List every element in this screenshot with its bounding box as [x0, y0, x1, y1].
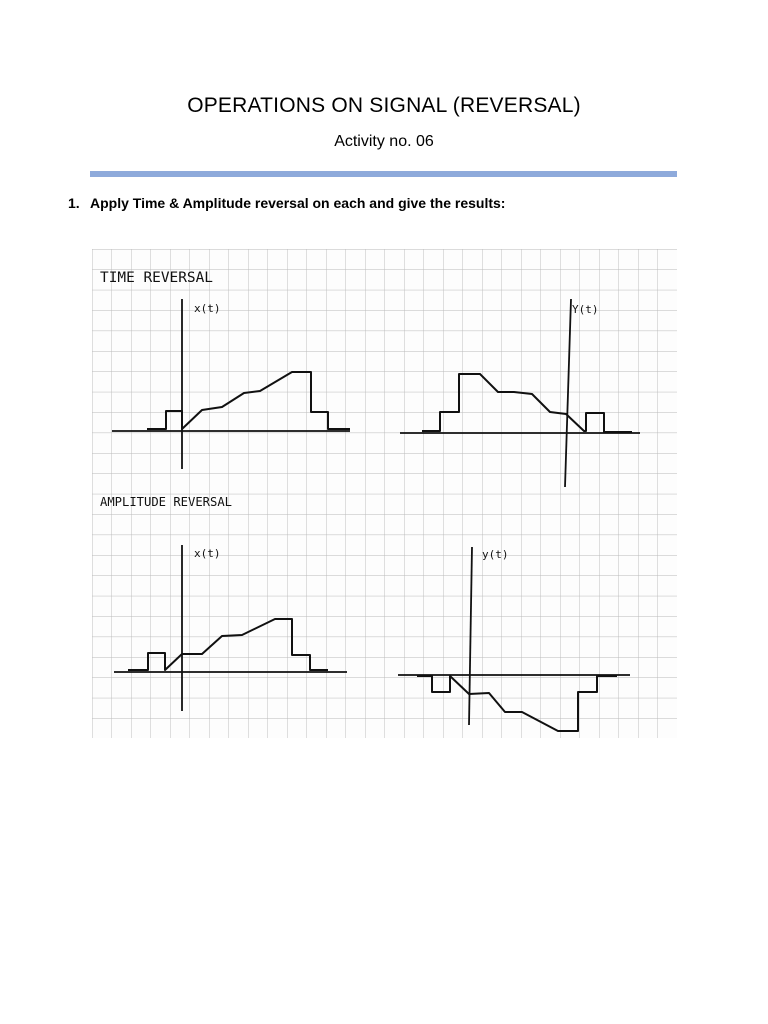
section-label-time-reversal: TIME REVERSAL [100, 270, 213, 286]
axis-label-y-t: y(t) [482, 548, 509, 561]
divider-rule [90, 171, 677, 177]
page-title: OPERATIONS ON SIGNAL (REVERSAL) [187, 94, 581, 117]
question-text: Apply Time & Amplitude reversal on each and give the results: [90, 195, 506, 211]
axis-label-y-t: Y(t) [572, 303, 599, 316]
grid-lines [92, 249, 677, 738]
question-1 [68, 195, 505, 211]
axis-label-x-t: x(t) [194, 547, 221, 560]
axis-label-x-t: x(t) [194, 302, 221, 315]
activity-number: Activity no. 06 [334, 133, 434, 150]
hand-drawn-graph-sheet [92, 249, 677, 738]
question-number: 1. [68, 195, 80, 211]
section-label-amplitude-reversal: AMPLITUDE REVERSAL [100, 495, 232, 509]
